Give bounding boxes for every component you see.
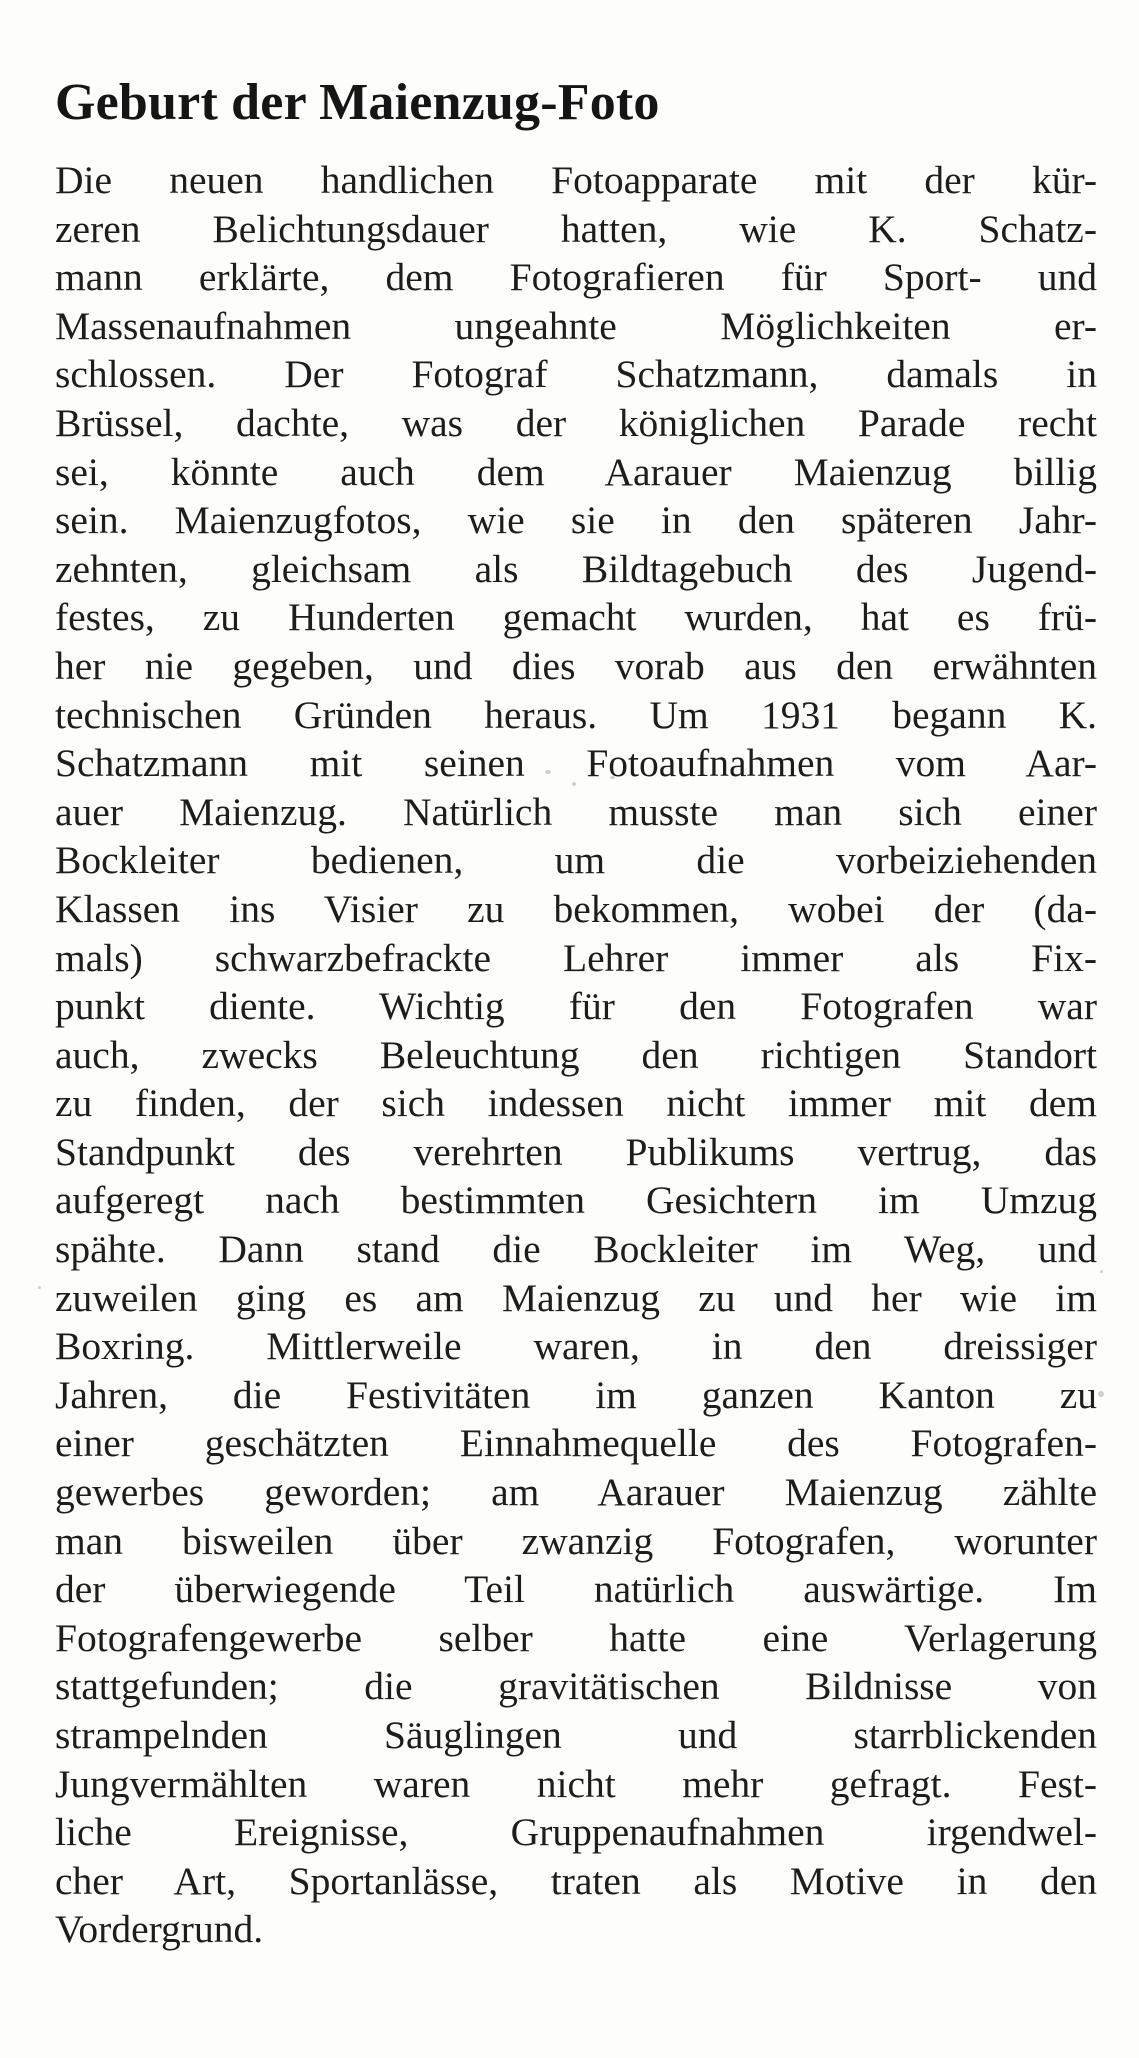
body-line: strampelnden Säuglingen und starrblickenden bbox=[55, 1713, 1097, 1757]
body-line: cher Art, Sportanlässe, traten als Motive in den bbox=[55, 1858, 1097, 1903]
scan-speck bbox=[38, 1286, 41, 1289]
newspaper-clipping bbox=[55, 72, 1097, 1954]
body-line: spähte. Dann stand die Bockleiter im Weg, und bbox=[55, 1227, 1097, 1272]
body-line: Fotografengewerbe selber hatte eine Verlagerung bbox=[55, 1615, 1097, 1660]
body-line: zehnten, gleichsam als Bildtagebuch des Jugend- bbox=[55, 546, 1097, 591]
body-line: sein. Maienzugfotos, wie sie in den späteren Jahr- bbox=[55, 498, 1097, 543]
body-line: zuweilen ging es am Maienzug zu und her wie im bbox=[55, 1275, 1097, 1320]
body-line: Brüssel, dachte, was der königlichen Parade recht bbox=[55, 400, 1097, 445]
body-line: aufgeregt nach bestimmten Gesichtern im Umzug bbox=[55, 1178, 1097, 1223]
body-line: mals) schwarzbefrackte Lehrer immer als Fix- bbox=[55, 935, 1097, 980]
body-line-last: Vordergrund. bbox=[55, 1907, 264, 1952]
body-line: Klassen ins Visier zu bekommen, wobei der (da- bbox=[55, 886, 1097, 931]
article-body bbox=[55, 156, 1097, 1954]
body-line: schlossen. Der Fotograf Schatzmann, damals in bbox=[55, 352, 1097, 397]
scan-speck bbox=[610, 776, 615, 779]
body-line: sei, könnte auch dem Aarauer Maienzug billig bbox=[55, 449, 1097, 494]
scan-speck bbox=[572, 782, 576, 786]
body-line: Massenaufnahmen ungeahnte Möglichkeiten er- bbox=[55, 303, 1097, 348]
body-line: stattgefunden; die gravitätischen Bildnisse von bbox=[55, 1664, 1097, 1709]
body-line: Jahren, die Festivitäten im ganzen Kanton zu bbox=[55, 1372, 1097, 1417]
body-line: Standpunkt des verehrten Publikums vertrug, das bbox=[55, 1129, 1097, 1174]
scan-speck bbox=[545, 770, 551, 774]
article-title: Geburt der Maienzug-Foto bbox=[55, 74, 660, 131]
body-line: her nie gegeben, und dies vorab aus den erwähnten bbox=[55, 643, 1097, 688]
scan-speck bbox=[1100, 1270, 1103, 1273]
body-line: auer Maienzug. Natürlich musste man sich einer bbox=[55, 789, 1097, 834]
body-line: einer geschätzten Einnahmequelle des Fotografen- bbox=[55, 1421, 1097, 1466]
body-line: festes, zu Hunderten gemacht wurden, hat es frü- bbox=[55, 595, 1097, 640]
body-line: Die neuen handlichen Fotoapparate mit der kür- bbox=[55, 158, 1097, 202]
scan-speck bbox=[1098, 1391, 1104, 1397]
body-line: Boxring. Mittlerweile waren, in den dreissiger bbox=[55, 1324, 1097, 1369]
body-line: man bisweilen über zwanzig Fotografen, worunter bbox=[55, 1518, 1097, 1563]
body-line: Jungvermählten waren nicht mehr gefragt. Fest- bbox=[55, 1761, 1097, 1806]
body-line: Schatzmann mit seinen Fotoaufnahmen vom Aar- bbox=[55, 741, 1097, 786]
body-line: zu finden, der sich indessen nicht immer mit dem bbox=[55, 1081, 1097, 1126]
body-line: gewerbes geworden; am Aarauer Maienzug zählte bbox=[55, 1470, 1097, 1515]
body-line: zeren Belichtungsdauer hatten, wie K. Schatz- bbox=[55, 206, 1097, 251]
body-line: der überwiegende Teil natürlich auswärtige. Im bbox=[55, 1567, 1097, 1612]
body-line: mann erklärte, dem Fotografieren für Sport- und bbox=[55, 255, 1097, 300]
body-line: technischen Gründen heraus. Um 1931 begann K. bbox=[55, 692, 1097, 737]
body-line: auch, zwecks Beleuchtung den richtigen Standort bbox=[55, 1032, 1097, 1077]
body-line: liche Ereignisse, Gruppenaufnahmen irgendwel- bbox=[55, 1810, 1097, 1855]
body-line: punkt diente. Wichtig für den Fotografen war bbox=[55, 984, 1097, 1029]
body-line: Bockleiter bedienen, um die vorbeiziehenden bbox=[55, 838, 1097, 883]
